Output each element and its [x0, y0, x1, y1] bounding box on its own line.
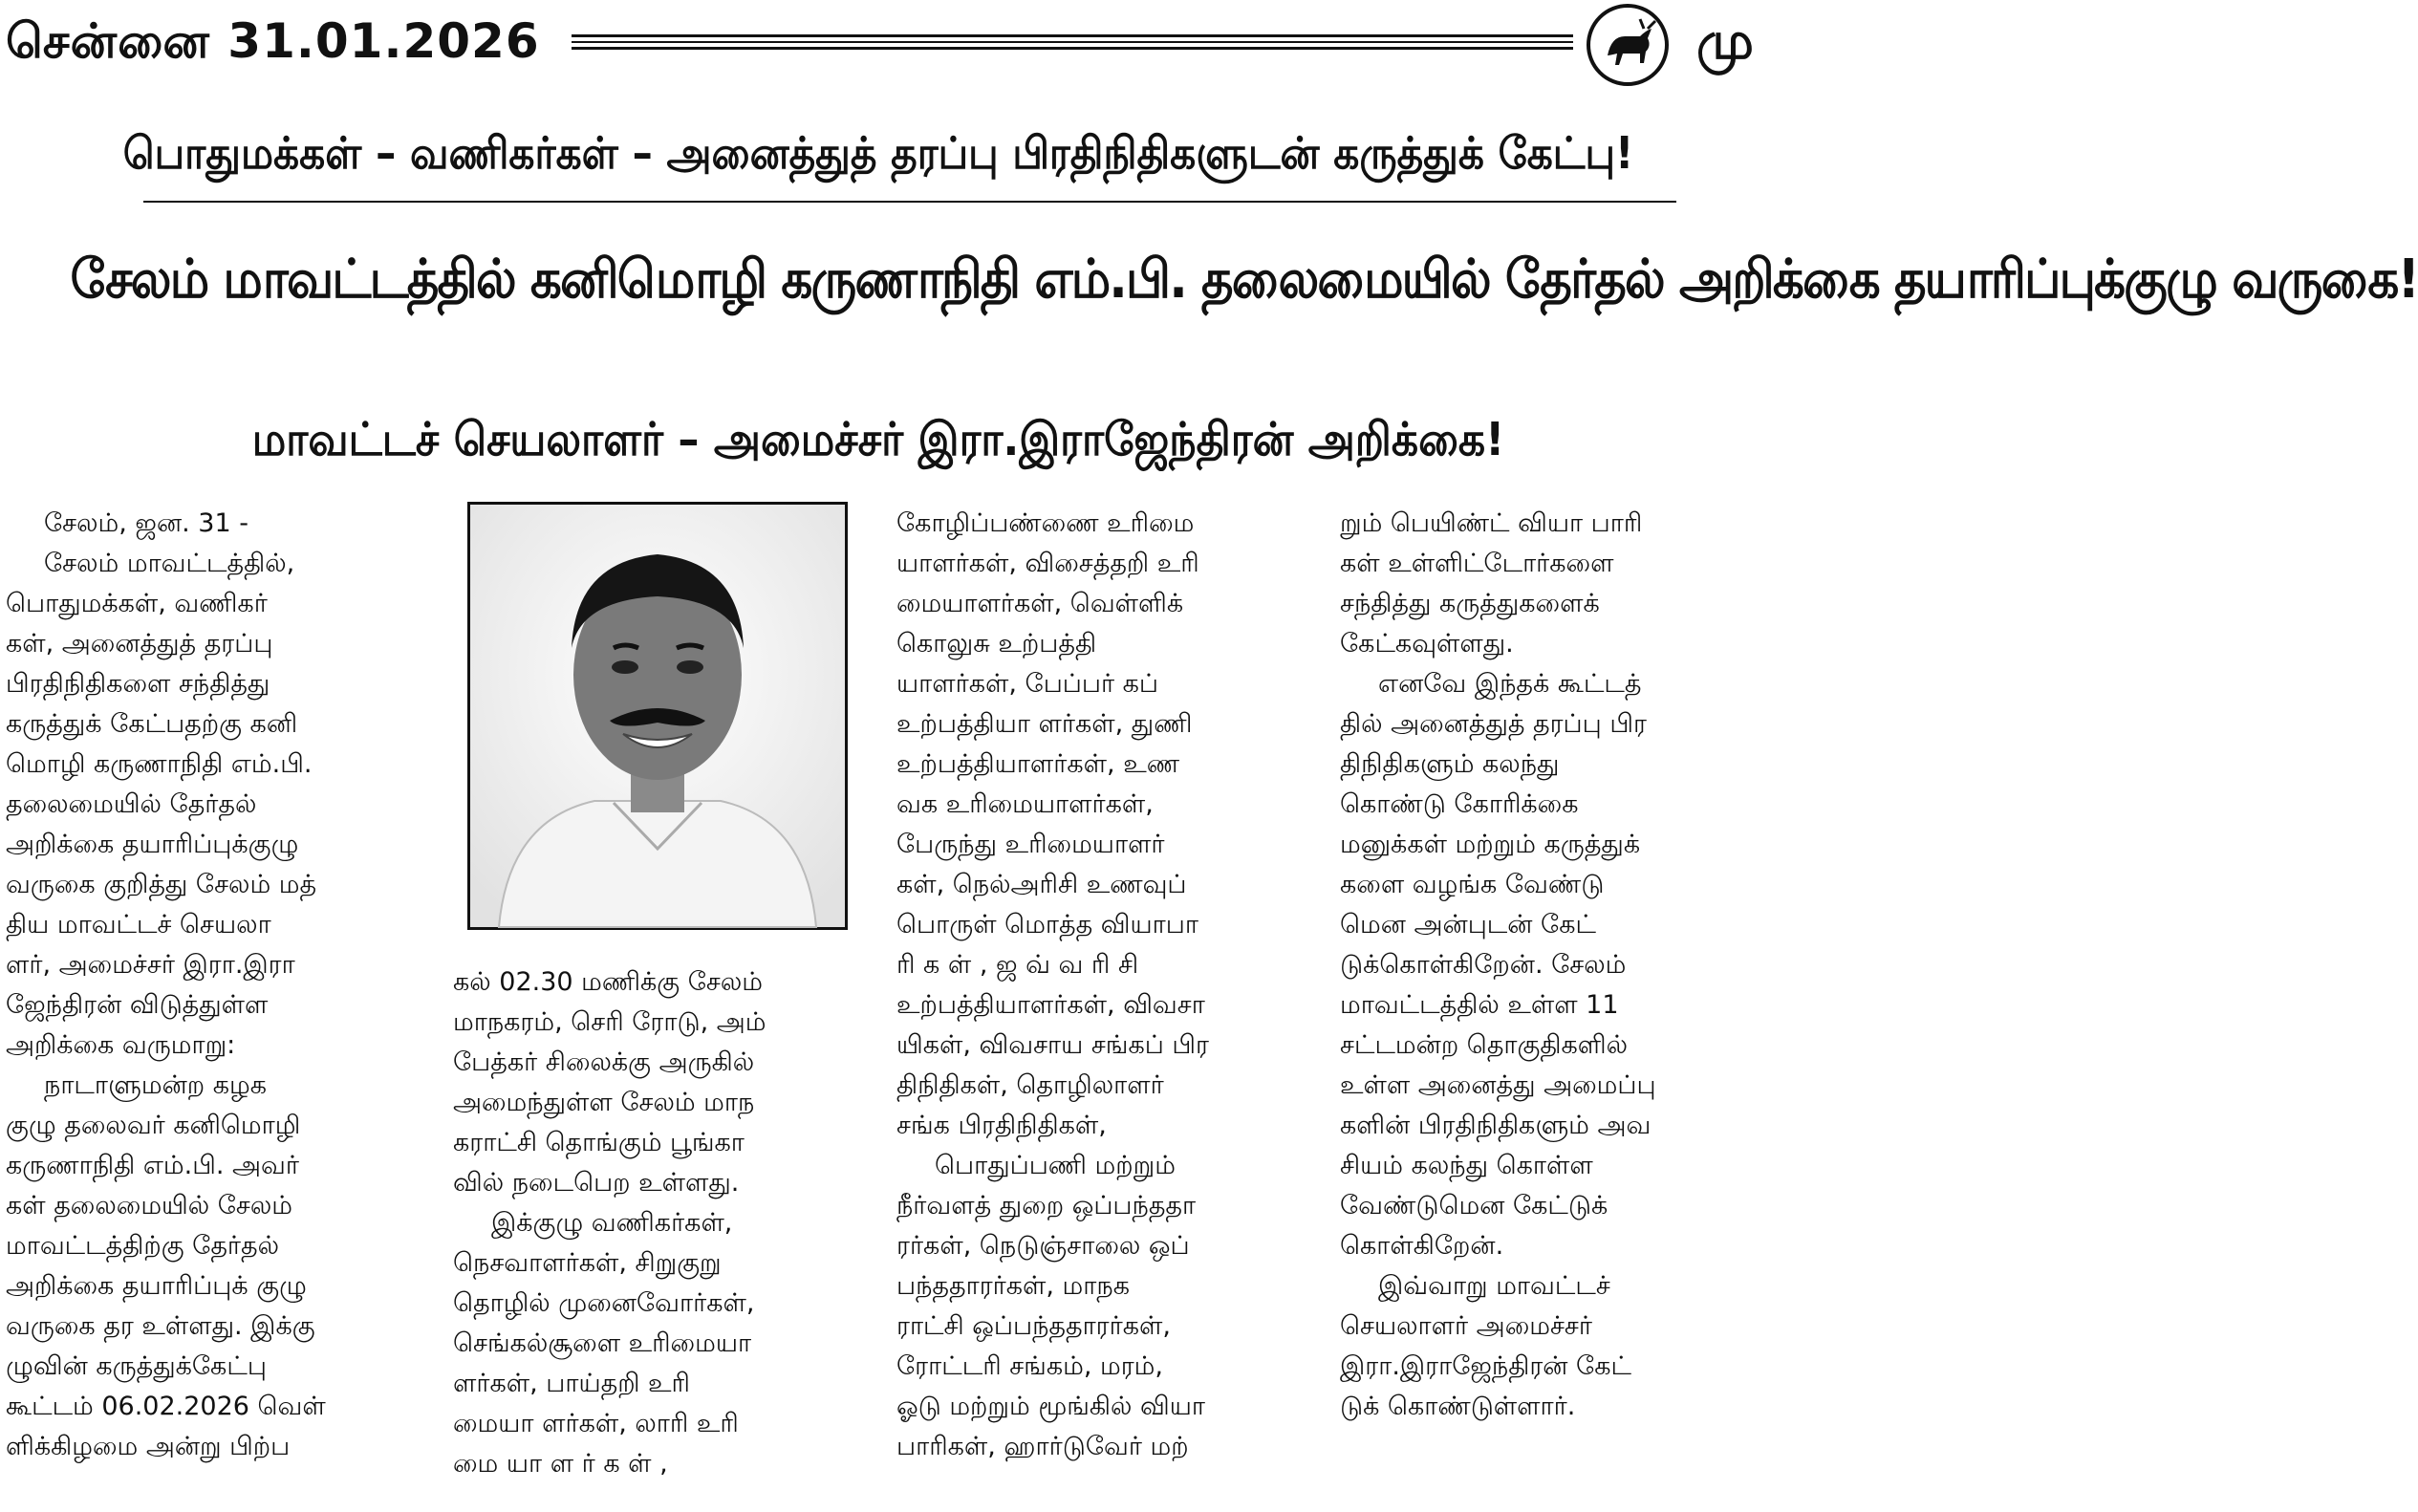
article-text-line: செங்கல்சூளை உரிமையா — [453, 1328, 752, 1358]
article-text-line: ஜேந்திரன் விடுத்துள்ள — [6, 990, 269, 1020]
article-text-line: பாரிகள், ஹார்டுவேர் மற் — [896, 1432, 1189, 1461]
rising-sun-bull-icon — [1587, 4, 1669, 86]
article-column-3 — [896, 504, 1317, 1467]
article-text-line: மனுக்கள் மற்றும் கருத்துக் — [1340, 830, 1641, 859]
dateline: சென்னை 31.01.2026 — [6, 13, 540, 69]
article-text-line: அமைந்துள்ள சேலம் மாந — [453, 1088, 755, 1117]
newspaper-name: மு — [1696, 11, 1754, 71]
article-text-line: கள் உள்ளிட்டோர்களை — [1340, 549, 1614, 578]
article-text-line: செயலாளர் அமைச்சர் — [1340, 1311, 1592, 1341]
kicker-headline: பொதுமக்கள் – வணிகர்கள் – அனைத்துத் தரப்பு பிரதிநிதிகளுடன் கருத்துக் கேட்பு! — [122, 127, 1634, 179]
article-text-line: களின் பிரதிநிதிகளும் அவ — [1340, 1111, 1652, 1140]
article-column-2 — [453, 962, 874, 1484]
article-text-line: களை வழங்க வேண்டு — [1340, 870, 1605, 899]
article-text-line: மாவட்டத்தில் உள்ள 11 — [1340, 990, 1619, 1020]
article-text-line: சேலம் மாவட்டத்தில், — [44, 549, 295, 578]
article-text-line: கோழிப்பண்ணை உரிமை — [896, 508, 1195, 538]
article-text-line: இரா.இராஜேந்திரன் கேட் — [1340, 1351, 1631, 1381]
article-text-line: கள், அனைத்துத் தரப்பு — [6, 629, 273, 659]
article-text-line: பொதுப்பணி மற்றும் — [935, 1151, 1176, 1180]
article-text-line: உற்பத்தியாளர்கள், உண — [896, 749, 1180, 779]
article-text-line: சந்தித்து கருத்துகளைக் — [1340, 589, 1600, 618]
article-text-line: றும் பெயிண்ட் வியா பாரி — [1340, 508, 1643, 538]
article-text-line: எனவே இந்தக் கூட்டத் — [1378, 669, 1642, 699]
article-text-line: அறிக்கை தயாரிப்புக்குழு — [6, 830, 299, 859]
article-text-line: வருகை தர உள்ளது. இக்கு — [6, 1311, 315, 1341]
article-text-line: கொள்கிறேன். — [1340, 1231, 1504, 1261]
article-text-line: ளர், அமைச்சர் இரா.இரா — [6, 950, 295, 980]
article-text-line: கராட்சி தொங்கும் பூங்கா — [453, 1128, 745, 1157]
article-text-line: பேருந்து உரிமையாளர் — [896, 830, 1165, 859]
article-text-line: கள், நெல்அரிசி உணவுப் — [896, 870, 1187, 899]
article-text-line: சியம் கலந்து கொள்ள — [1340, 1151, 1593, 1180]
main-headline: சேலம் மாவட்டத்தில் கனிமொழி கருணாநிதி எம்.பி. தலைமையில் தேர்தல் அறிக்கை தயாரிப்புக்குழு வருகை! — [70, 248, 2418, 311]
article-text-line: மென அன்புடன் கேட் — [1340, 910, 1596, 940]
masthead-rule — [572, 34, 1573, 50]
article-text-line: உற்பத்தியாளர்கள், விவசா — [896, 990, 1205, 1020]
article-text-line: கூட்டம் 06.02.2026 வெள் — [6, 1392, 326, 1421]
article-text-line: ரி க ள் , ஜ வ் வ ரி சி — [896, 950, 1139, 980]
article-text-line: வில் நடைபெற உள்ளது. — [453, 1168, 740, 1198]
article-text-line: வக உரிமையாளர்கள், — [896, 789, 1154, 819]
article-text-line: இவ்வாறு மாவட்டச் — [1378, 1271, 1610, 1301]
kicker-divider — [143, 201, 1676, 203]
article-text-line: பொருள் மொத்த வியாபா — [896, 910, 1198, 940]
article-text-line: கொலுசு உற்பத்தி — [896, 629, 1097, 659]
article-text-line: டுக் கொண்டுள்ளார். — [1340, 1392, 1576, 1421]
article-text-line: பிரதிநிதிகளை சந்தித்து — [6, 669, 270, 699]
article-text-line: சட்டமன்ற தொகுதிகளில் — [1340, 1030, 1628, 1060]
article-text-line: ளிக்கிழமை அன்று பிற்ப — [6, 1432, 291, 1461]
article-text-line: மொழி கருணாநிதி எம்.பி. — [6, 749, 313, 779]
article-text-line: தலைமையில் தேர்தல் — [6, 789, 257, 819]
article-text-line: மாவட்டத்திற்கு தேர்தல் — [6, 1231, 280, 1261]
article-text-line: கருத்துக் கேட்பதற்கு கனி — [6, 709, 298, 739]
article-text-line: யாளர்கள், பேப்பர் கப் — [896, 669, 1159, 699]
article-text-line: ரர்கள், நெடுஞ்சாலை ஒப் — [896, 1231, 1190, 1261]
article-text-line: ராட்சி ஒப்பந்ததாரர்கள், — [896, 1311, 1171, 1341]
article-text-line: வருகை குறித்து சேலம் மத் — [6, 870, 317, 899]
article-text-line: கல் 02.30 மணிக்கு சேலம் — [453, 967, 763, 997]
article-text-line: மையா ளர்கள், லாரி உரி — [453, 1409, 739, 1438]
article-text-line: கருணாநிதி எம்.பி. அவர் — [6, 1151, 299, 1180]
article-text-line: குழு தலைவர் கனிமொழி — [6, 1111, 301, 1140]
article-column-1 — [6, 504, 426, 1467]
article-text-line: பொதுமக்கள், வணிகர் — [6, 589, 268, 618]
article-text-line: ளர்கள், பாய்தறி உரி — [453, 1369, 690, 1398]
article-text-line: மை யா ள ர் க ள் , — [453, 1449, 668, 1479]
masthead — [0, 0, 1757, 88]
portrait-photo — [467, 502, 848, 930]
article-text-line: கொண்டு கோரிக்கை — [1340, 789, 1579, 819]
article-text-line: திநிதிகளும் கலந்து — [1340, 749, 1560, 779]
article-text-line: பந்ததாரர்கள், மாநக — [896, 1271, 1130, 1301]
article-text-line: டுக்கொள்கிறேன். சேலம் — [1340, 950, 1627, 980]
article-text-line: யிகள், விவசாய சங்கப் பிர — [896, 1030, 1209, 1060]
article-text-line: இக்குழு வணிகர்கள், — [491, 1208, 733, 1238]
article-text-line: தொழில் முனைவோர்கள், — [453, 1288, 755, 1318]
sub-headline: மாவட்டச் செயலாளர் – அமைச்சர் இரா.இராஜேந்திரன் அறிக்கை! — [251, 413, 1505, 466]
article-text-line: அறிக்கை வருமாறு: — [6, 1030, 236, 1060]
article-text-line: பேத்கர் சிலைக்கு அருகில் — [453, 1048, 755, 1077]
article-text-line: நீர்வளத் துறை ஒப்பந்ததா — [896, 1191, 1197, 1220]
article-text-line: ழுவின் கருத்துக்கேட்பு — [6, 1351, 267, 1381]
article-text-line: கள் தலைமையில் சேலம் — [6, 1191, 293, 1220]
article-text-line: சேலம், ஜன. 31 - — [44, 508, 248, 538]
article-text-line: உற்பத்தியா ளர்கள், துணி — [896, 709, 1193, 739]
article-text-line: ஓடு மற்றும் மூங்கில் வியா — [896, 1392, 1205, 1421]
article-column-4 — [1340, 504, 1753, 1427]
article-text-line: திய மாவட்டச் செயலா — [6, 910, 271, 940]
article-text-line: யாளர்கள், விசைத்தறி உரி — [896, 549, 1199, 578]
article-text-line: உள்ள அனைத்து அமைப்பு — [1340, 1070, 1656, 1100]
article-text-line: அறிக்கை தயாரிப்புக் குழு — [6, 1271, 307, 1301]
article-text-line: சங்க பிரதிநிதிகள், — [896, 1111, 1107, 1140]
article-text-line: மாநகரம், செரி ரோடு, அம் — [453, 1007, 766, 1037]
article-text-line: திநிதிகள், தொழிலாளர் — [896, 1070, 1164, 1100]
article-text-line: நாடாளுமன்ற கழக — [44, 1070, 267, 1100]
article-text-line: நெசவாளர்கள், சிறுகுறு — [453, 1248, 722, 1278]
article-text-line: கேட்கவுள்ளது. — [1340, 629, 1514, 659]
article-text-line: ரோட்டரி சங்கம், மரம், — [896, 1351, 1163, 1381]
article-text-line: வேண்டுமென கேட்டுக் — [1340, 1191, 1608, 1220]
article-text-line: தில் அனைத்துத் தரப்பு பிர — [1340, 709, 1647, 739]
article-text-line: மையாளர்கள், வெள்ளிக் — [896, 589, 1184, 618]
